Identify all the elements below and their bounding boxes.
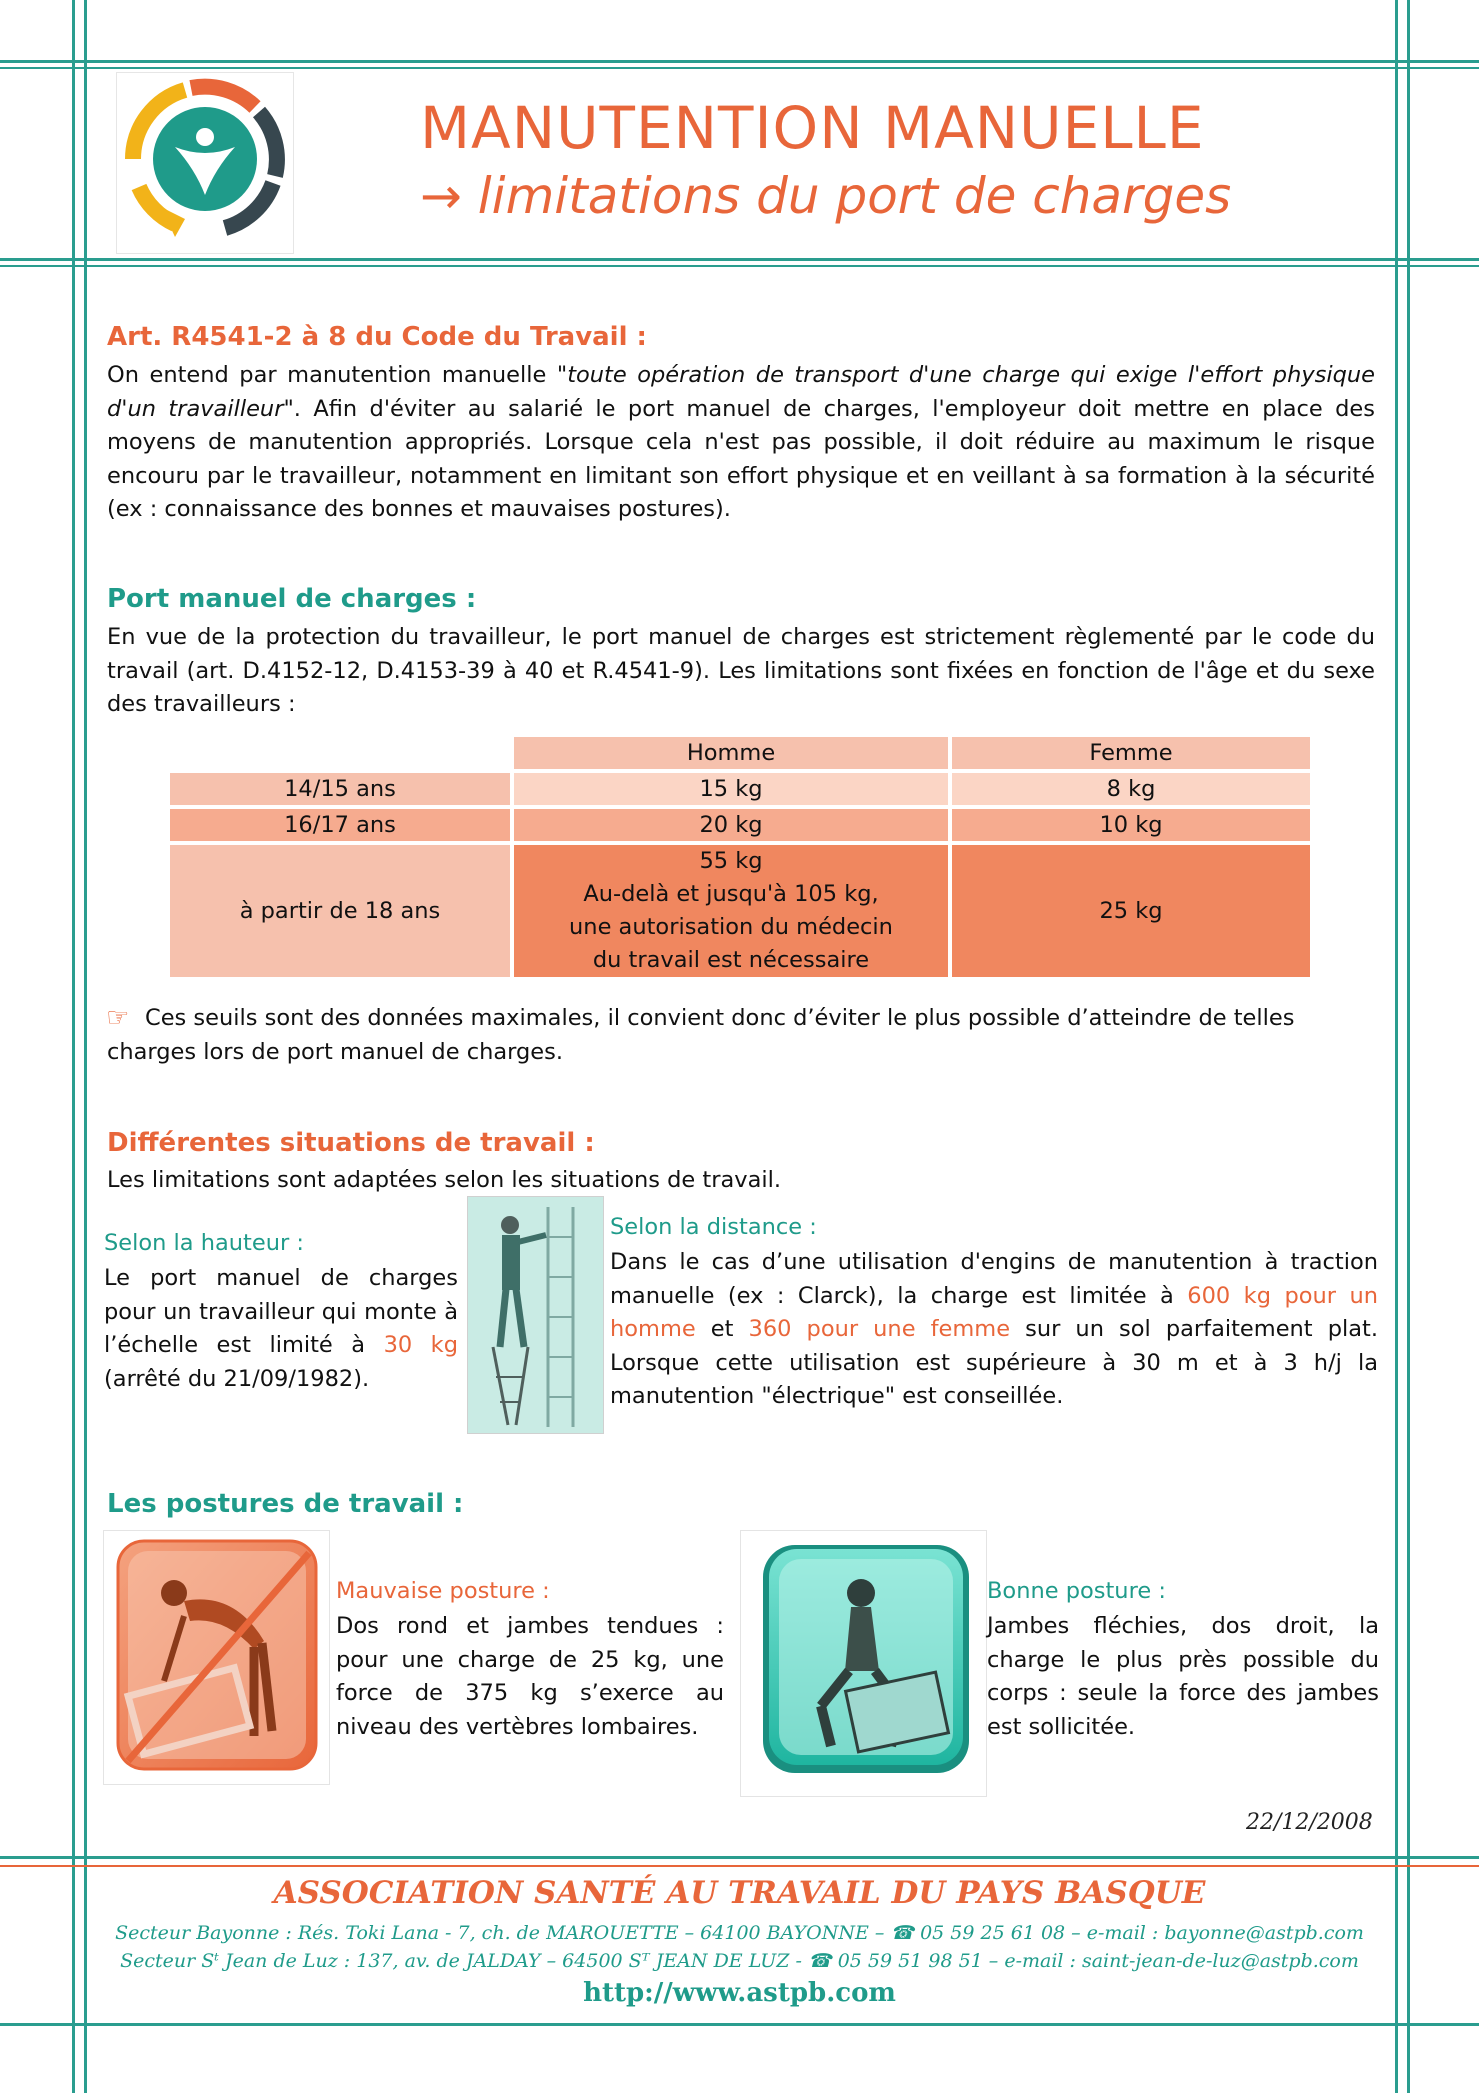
hauteur-text — [104, 1262, 458, 1396]
section-heading-code-travail: Art. R4541-2 à 8 du Code du Travail : — [107, 322, 647, 352]
footer-bottom-line — [0, 2023, 1479, 2026]
footer-website-link[interactable]: http://www.astpb.com — [583, 1978, 896, 2008]
header-bottom-line — [0, 258, 1479, 261]
pointing-hand-icon: ☞ — [106, 1003, 130, 1033]
table-cell-homme-line: une autorisation du médecin — [569, 914, 893, 940]
code-travail-text-after: . Afin d'éviter au salarié le port manuel de charges, l'employeur doit mettre en place des moyens de manutention appropriés. Lorsque cela n'est pas possible, il doit réduire au maximum le risque encouru par le travailleur, notamment en limitant son effort physique et en veillant à sa formation à la sécurité (ex : connaissance des bonnes et mauvaises postures). — [107, 395, 1375, 522]
bad-posture-text: Dos rond et jambes tendues : pour une charge de 25 kg, une force de 375 kg s’exerce au niveau des vertèbres lombaires. — [336, 1613, 724, 1740]
distance-value-femme: 360 pour une femme — [748, 1316, 1011, 1342]
document-date: 22/12/2008 — [1246, 1810, 1373, 1835]
hauteur-label: Selon la hauteur : — [104, 1230, 304, 1256]
table-cell-age: 16/17 ans — [170, 809, 510, 841]
ladder-worker-illustration — [467, 1196, 604, 1434]
table-cell-homme: 20 kg — [514, 809, 948, 841]
table-row — [170, 845, 1310, 977]
header-top-line — [0, 60, 1479, 63]
header-top-line-2 — [0, 67, 1479, 69]
table-header-femme: Femme — [952, 737, 1310, 769]
table-header-empty — [170, 737, 510, 769]
table-row — [170, 809, 1310, 841]
table-cell-femme: 10 kg — [952, 809, 1310, 841]
table-cell-femme: 25 kg — [952, 845, 1310, 977]
table-cell-homme-line: 55 kg — [699, 848, 763, 874]
footer-top-line — [0, 1856, 1479, 1859]
header-bottom-line-2 — [0, 265, 1479, 267]
distance-text — [610, 1246, 1378, 1414]
page-subtitle: → limitations du port de charges — [420, 167, 1232, 225]
section-heading-postures: Les postures de travail : — [107, 1489, 464, 1519]
good-posture-label: Bonne posture : — [987, 1578, 1166, 1604]
limits-table — [166, 733, 1314, 981]
distance-text-a: Dans le cas d’une utilisation d'engins de manutention à traction manuelle (ex : Clarck), la charge est limitée à — [610, 1249, 1378, 1309]
page-title: MANUTENTION MANUELLE — [420, 94, 1205, 162]
section-port-manuel-text: En vue de la protection du travailleur, le port manuel de charges est strictement règlementé par le code du travail (art. D.4152-12, D.4153-39 à 40 et R.4541-9). Les limitations sont fixées en fonction de l'âge et du sexe des travailleurs : — [107, 624, 1375, 717]
footer-address-saint-jean-de-luz: Secteur Sᵗ Jean de Luz : 137, av. de JALDAY – 64500 Sᵀ JEAN DE LUZ - ☎ 05 59 51 98 51 – e-mail : saint-jean-de-luz@astpb.com — [120, 1950, 1359, 1972]
table-cell-age: à partir de 18 ans — [170, 845, 510, 977]
table-cell-homme: 15 kg — [514, 773, 948, 805]
frame-right-line-outer — [1407, 0, 1410, 2093]
table-cell-homme-line: du travail est nécessaire — [592, 947, 870, 973]
hauteur-value: 30 kg — [383, 1332, 458, 1358]
situations-intro: Les limitations sont adaptées selon les situations de travail. — [107, 1167, 782, 1193]
table-cell-age: 14/15 ans — [170, 773, 510, 805]
association-logo — [116, 72, 294, 254]
distance-value-homme: 600 kg pour un homme — [610, 1282, 1378, 1342]
distance-label: Selon la distance : — [610, 1214, 817, 1240]
good-posture-text: Jambes fléchies, dos droit, la charge le plus près possible du corps : seule la force des jambes est sollicitée. — [987, 1613, 1379, 1740]
footer-top-line-2 — [0, 1865, 1479, 1867]
code-travail-quote: "toute opération de transport d'une charge qui exige l'effort physique d'un travailleur" — [107, 362, 1376, 422]
table-header-homme: Homme — [514, 737, 948, 769]
page-title-block — [420, 92, 1420, 228]
footer-association-name: ASSOCIATION SANTÉ AU TRAVAIL DU PAYS BASQUE — [273, 1875, 1206, 1911]
frame-left-line-outer — [72, 0, 75, 2093]
good-posture-illustration — [740, 1530, 987, 1797]
section-heading-situations: Différentes situations de travail : — [107, 1128, 595, 1158]
frame-left-line-inner — [84, 0, 87, 2093]
hauteur-text-a: Le port manuel de charges pour un travailleur qui monte à l’échelle est limité à — [104, 1265, 458, 1358]
section-code-travail-text — [107, 359, 1375, 527]
threshold-note-text: Ces seuils sont des données maximales, il convient donc d’éviter le plus possible d’atteindre de telles charges lors de port manuel de charges. — [107, 1005, 1295, 1065]
section-heading-port-manuel: Port manuel de charges : — [107, 584, 477, 614]
footer-address-bayonne: Secteur Bayonne : Rés. Toki Lana - 7, ch. de MAROUETTE – 64100 BAYONNE – ☎ 05 59 25 61 08 – e-mail : bayonne@astpb.com — [115, 1922, 1364, 1944]
bad-posture-label: Mauvaise posture : — [336, 1578, 550, 1604]
table-cell-femme: 8 kg — [952, 773, 1310, 805]
table-row — [170, 773, 1310, 805]
table-cell-homme — [514, 845, 948, 977]
table-cell-homme-line: Au-delà et jusqu'à 105 kg, — [583, 881, 879, 907]
hauteur-text-b: (arrêté du 21/09/1982). — [104, 1365, 370, 1392]
code-travail-text-before: On entend par manutention manuelle — [107, 362, 557, 388]
frame-right-line-inner — [1395, 0, 1398, 2093]
threshold-note — [107, 1002, 1375, 1069]
bad-posture-illustration — [103, 1530, 330, 1785]
distance-text-c: sur un sol parfaitement plat. Lorsque cette utilisation est supérieure à 30 m et à 3 h/j la manutention "électrique" est conseillée. — [610, 1316, 1378, 1409]
distance-text-b: et — [695, 1316, 749, 1342]
